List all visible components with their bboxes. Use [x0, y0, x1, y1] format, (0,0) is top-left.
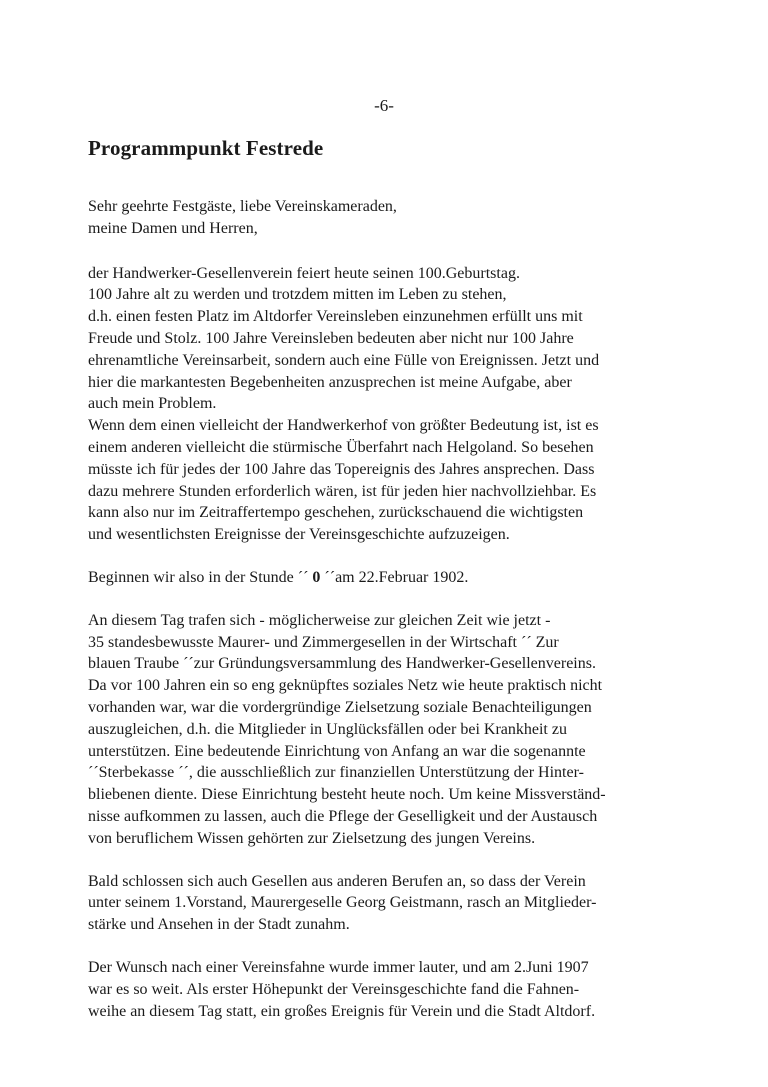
salutation — [88, 196, 688, 240]
text-line: blauen Traube ´´zur Gründungsversammlung des Handwerker-Gesellenvereins. — [88, 655, 596, 673]
text-line: auch mein Problem. — [88, 395, 217, 413]
text-line: ehrenamtliche Vereinsarbeit, sondern auch eine Fülle von Ereignissen. Jetzt und — [88, 351, 600, 369]
text-line: einem anderen vielleicht die stürmische Überfahrt nach Helgoland. So besehen — [88, 438, 594, 456]
text-span: am 22.Februar 1902. — [335, 568, 469, 586]
text-line — [88, 567, 688, 589]
text-line: dazu mehrere Stunden erforderlich wären, ist für jeden hier nachvollziehbar. Es — [88, 482, 597, 500]
paragraph-founding — [88, 610, 688, 850]
text-line: meine Damen und Herren, — [88, 219, 258, 237]
text-line: nisse aufkommen zu lassen, auch die Pflege der Geselligkeit und der Austausch — [88, 807, 598, 825]
text-line: hier die markantesten Begebenheiten anzusprechen ist meine Aufgabe, aber — [88, 373, 572, 391]
page-number: -6- — [374, 96, 394, 115]
page-title: Programmpunkt Festrede — [88, 136, 324, 160]
paragraph-hour-zero — [88, 567, 688, 589]
speech-body — [88, 196, 688, 1022]
text-span: Beginnen wir also in der Stunde — [88, 568, 298, 586]
text-line: Bald schlossen sich auch Gesellen aus anderen Berufen an, so dass der Verein — [88, 872, 586, 890]
text-line: ´´Sterbekasse ´´, die ausschließlich zur finanziellen Unterstützung der Hinter- — [88, 764, 584, 782]
paragraph-anniversary — [88, 263, 688, 546]
text-line: Der Wunsch nach einer Vereinsfahne wurde immer lauter, und am 2.Juni 1907 — [88, 958, 589, 976]
text-line: An diesem Tag trafen sich - möglicherweise zur gleichen Zeit wie jetzt - — [88, 611, 551, 629]
text-line: Wenn dem einen vielleicht der Handwerkerhof von größter Bedeutung ist, ist es — [88, 417, 599, 435]
text-line: von beruflichem Wissen gehörten zur Zielsetzung des jungen Vereins. — [88, 829, 536, 847]
text-line: war es so weit. Als erster Höhepunkt der Vereinsgeschichte fand die Fahnen- — [88, 980, 580, 998]
text-line: Da vor 100 Jahren ein so eng geknüpftes soziales Netz wie heute praktisch nicht — [88, 677, 603, 695]
text-line: Freude und Stolz. 100 Jahre Vereinsleben bedeuten aber nicht nur 100 Jahre — [88, 329, 574, 347]
text-line: d.h. einen festen Platz im Altdorfer Vereinsleben einzunehmen erfüllt uns mit — [88, 308, 583, 326]
bold-zero: 0 — [308, 568, 325, 586]
text-line: Sehr geehrte Festgäste, liebe Vereinskameraden, — [88, 198, 397, 215]
paragraph-flag — [88, 957, 688, 1022]
quote-mark: ´´ — [324, 568, 336, 586]
text-line: vorhanden war, war die vordergründige Zielsetzung soziale Benachteiligungen — [88, 698, 592, 716]
text-line: kann also nur im Zeitraffertempo geschehen, zurückschauend die wichtigsten — [88, 504, 584, 522]
text-line: auszugleichen, d.h. die Mitglieder in Unglücksfällen oder bei Krankheit zu — [88, 720, 567, 738]
text-line: 35 standesbewusste Maurer- und Zimmergesellen in der Wirtschaft ´´ Zur — [88, 633, 559, 651]
text-line: bliebenen diente. Diese Einrichtung besteht heute noch. Um keine Missverständ- — [88, 786, 606, 804]
text-line: und wesentlichsten Ereignisse der Vereinsgeschichte aufzuzeigen. — [88, 526, 510, 544]
text-line: stärke und Ansehen in der Stadt zunahm. — [88, 916, 350, 934]
paragraph-growth — [88, 871, 688, 936]
text-line: weihe an diesem Tag statt, ein großes Ereignis für Verein und die Stadt Altdorf. — [88, 1002, 596, 1020]
text-line: 100 Jahre alt zu werden und trotzdem mitten im Leben zu stehen, — [88, 286, 507, 304]
quote-mark: ´´ — [297, 568, 309, 586]
text-line: unterstützen. Eine bedeutende Einrichtung von Anfang an war die sogenannte — [88, 742, 586, 760]
text-line: der Handwerker-Gesellenverein feiert heute seinen 100.Geburtstag. — [88, 264, 520, 282]
text-line: müsste ich für jedes der 100 Jahre das Topereignis des Jahres ansprechen. Dass — [88, 460, 595, 478]
text-line: unter seinem 1.Vorstand, Maurergeselle Georg Geistmann, rasch an Mitglieder- — [88, 894, 597, 912]
